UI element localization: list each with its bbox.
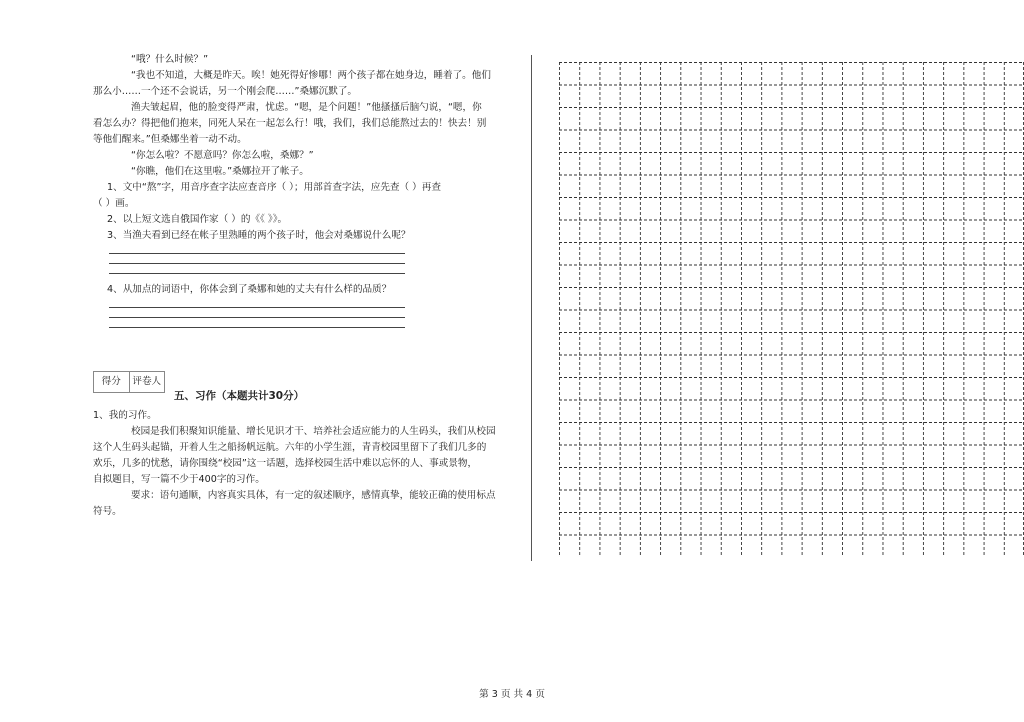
passage-line: 那么小……一个还不会说话，另一个刚会爬……”桑娜沉默了。: [93, 86, 358, 97]
composition-line: 校园是我们积聚知识能量、增长见识才干、培养社会适应能力的人生码头，我们从校园: [131, 426, 496, 437]
passage-line: 看怎么办？得把他们抱来，同死人呆在一起怎么行！哦，我们，我们总能熬过去的！快去！别: [93, 118, 487, 129]
question-4: 4、从加点的词语中，你体会到了桑娜和她的丈夫有什么样的品质？: [107, 284, 392, 295]
answer-line[interactable]: [109, 253, 405, 254]
writing-grid[interactable]: [559, 62, 1024, 561]
passage-line: “我也不知道，大概是昨天。唉！她死得好惨哪！两个孩子都在她身边，睡着了。他们: [131, 70, 491, 81]
question-1-cont: （ ）画。: [93, 198, 135, 209]
score-box: [93, 371, 165, 393]
column-divider: [531, 55, 532, 561]
composition-line: 自拟题目，写一篇不少于400字的习作。: [93, 474, 265, 485]
section-title: 五、习作（本题共计30分）: [174, 390, 305, 402]
grader-label: 评卷人: [132, 376, 162, 387]
question-3: 3、当渔夫看到已经在帐子里熟睡的两个孩子时，他会对桑娜说什么呢？: [107, 230, 411, 241]
composition-line: 符号。: [93, 506, 122, 517]
reading-section: [93, 52, 533, 328]
answer-line[interactable]: [109, 263, 405, 264]
answer-line[interactable]: [109, 307, 405, 308]
page-footer: 第 3 页 共 4 页: [479, 689, 545, 700]
score-label: 得分: [94, 372, 130, 392]
question-2: 2、以上短文选自俄国作家（ ）的《《 》》。: [107, 214, 288, 225]
passage-line: “你瞧，他们在这里啦。”桑娜拉开了帐子。: [131, 166, 309, 177]
answer-line[interactable]: [109, 317, 405, 318]
composition-line: 要求：语句通顺，内容真实具体，有一定的叙述顺序，感情真挚，能较正确的使用标点: [131, 490, 496, 501]
passage-line: “哦？什么时候？”: [131, 54, 209, 65]
question-1: 1、文中“熬”字，用音序查字法应查音序（ ）；用部首查字法，应先查（ ）再查: [107, 182, 441, 193]
passage-line: “你怎么啦？不愿意吗？你怎么啦，桑娜？”: [131, 150, 314, 161]
passage-line: 渔夫皱起眉，他的脸变得严肃，忧虑。“嗯，是个问题！”他搔搔后脑勺说，“嗯，你: [131, 102, 482, 113]
composition-section: [93, 408, 533, 520]
answer-line[interactable]: [109, 273, 405, 274]
composition-line: 欢乐，几多的忧愁，请你围绕“校园”这一话题，选择校园生活中难以忘怀的人、事或景物，: [93, 458, 478, 469]
writing-grid-svg[interactable]: [559, 62, 1024, 557]
answer-line[interactable]: [109, 327, 405, 328]
passage-line: 等他们醒来。”但桑娜坐着一动不动。: [93, 134, 247, 145]
composition-line: 这个人生码头起锚，开着人生之船扬帆远航。六年的小学生涯，青青校园里留下了我们几多的: [93, 442, 487, 453]
composition-line: 1、我的习作。: [93, 410, 157, 421]
